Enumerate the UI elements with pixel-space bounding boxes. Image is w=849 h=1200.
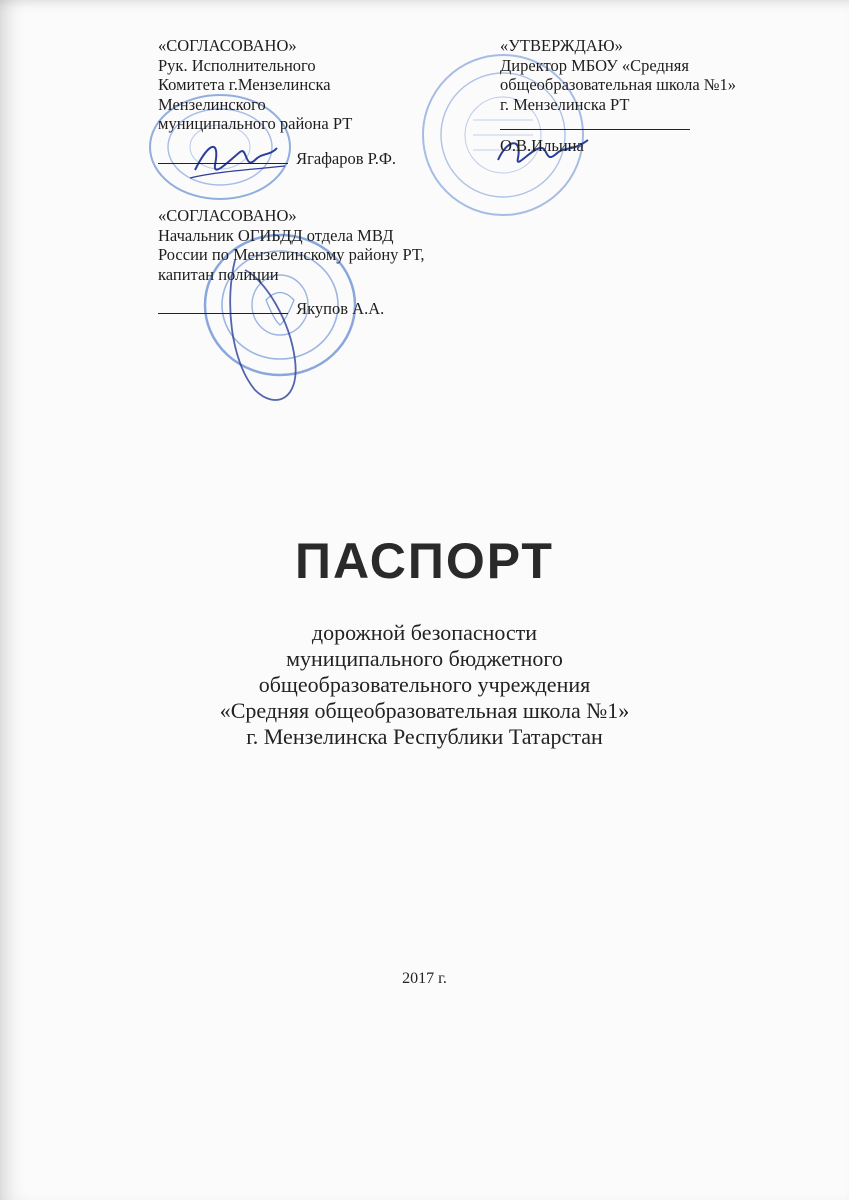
approval-line: России по Мензелинскому району РТ,	[158, 245, 425, 264]
document-subtitle	[0, 620, 849, 750]
approval-heading: «СОГЛАСОВАНО»	[158, 206, 297, 225]
approval-line: Директор МБОУ «Средняя	[500, 55, 689, 75]
signatory-name: Ягафаров Р.Ф.	[296, 148, 397, 168]
approval-line: Комитета г.Мензелинска	[158, 75, 331, 94]
subtitle-line: муниципального бюджетного	[286, 646, 563, 671]
approval-line: капитан полиции	[158, 264, 279, 284]
signature-line	[158, 149, 288, 164]
approval-heading: «УТВЕРЖДАЮ»	[500, 36, 623, 55]
approval-line: г. Мензелинска РТ	[500, 94, 630, 114]
approval-block-left-executive	[158, 36, 396, 168]
approval-block-right-director	[500, 36, 736, 156]
signature-line	[158, 299, 288, 314]
approval-line: Рук. Исполнительного	[158, 55, 316, 75]
approval-line: Мензелинского	[158, 94, 266, 114]
document-title: ПАСПОРТ	[295, 533, 554, 589]
document-year: 2017 г.	[402, 970, 447, 987]
approval-line: общеобразовательная школа №1»	[500, 75, 737, 94]
subtitle-line: общеобразовательного учреждения	[258, 672, 591, 697]
approval-block-left-police	[158, 206, 424, 319]
signature-line	[500, 128, 690, 130]
subtitle-line: г. Мензелинска Республики Татарстан	[246, 724, 603, 749]
subtitle-line: дорожной безопасности	[311, 620, 538, 645]
approval-line: муниципального района РТ	[158, 114, 353, 133]
subtitle-line: «Средняя общеобразовательная школа №1»	[219, 698, 630, 723]
signatory-name: О.В.Ильина	[500, 136, 584, 155]
approval-heading: «СОГЛАСОВАНО»	[158, 36, 297, 55]
approval-line: Начальник ОГИБДД отдела МВД	[158, 225, 394, 245]
signatory-name: Якупов А.А.	[296, 299, 385, 318]
